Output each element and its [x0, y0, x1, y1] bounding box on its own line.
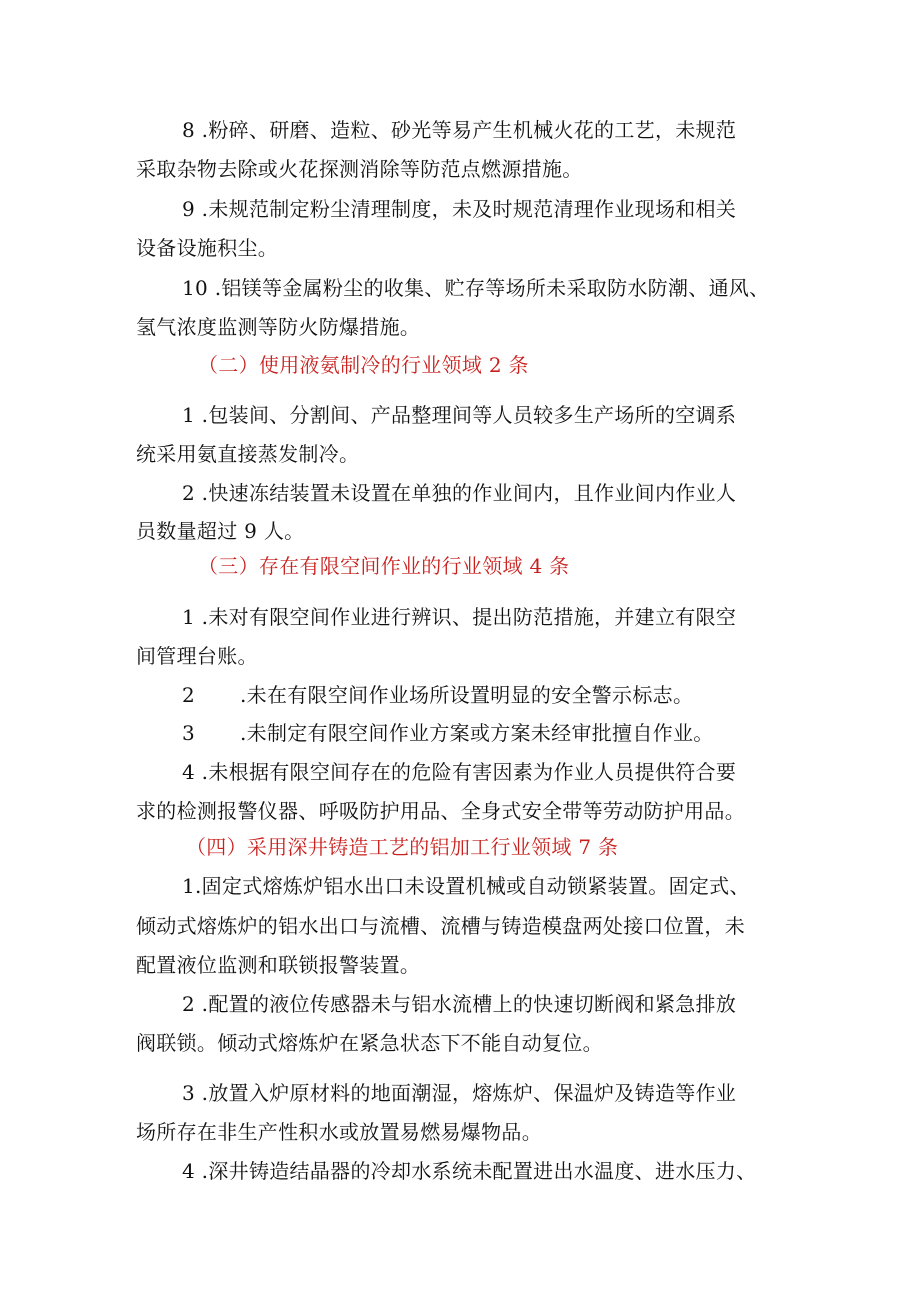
casting-item-2-line-1: 2 .配置的液位传感器未与铝水流槽上的快速切断阀和紧急排放	[182, 992, 737, 1016]
item-9-line-1: 9 .未规范制定粉尘清理制度，未及时规范清理作业现场和相关	[182, 197, 737, 221]
section-heading-ammonia: （二）使用液氨制冷的行业领域 2 条	[198, 353, 529, 377]
ammonia-item-1-line-1: 1 .包装间、分割间、产品整理间等人员较多生产场所的空调系	[182, 403, 737, 427]
confined-item-4-line-1: 4 .未根据有限空间存在的危险有害因素为作业人员提供符合要	[182, 760, 737, 784]
confined-item-1-line-1: 1 .未对有限空间作业进行辨识、提出防范措施，并建立有限空	[182, 605, 737, 629]
item-10-line-1: 10 .铝镁等金属粉尘的收集、贮存等场所未采取防水防潮、通风、	[182, 276, 770, 300]
casting-item-1-line-3: 配置液位监测和联锁报警装置。	[136, 953, 421, 977]
confined-item-3-text: .未制定有限空间作业方案或方案未经审批擅自作业。	[240, 721, 714, 745]
confined-item-2-number: 2	[182, 683, 196, 707]
casting-item-1-line-2: 倾动式熔炼炉的铝水出口与流槽、流槽与铸造模盘两处接口位置，未	[136, 914, 745, 938]
ammonia-item-2-line-1: 2 .快速冻结装置未设置在单独的作业间内，且作业间内作业人	[182, 481, 737, 505]
confined-item-2-text: .未在有限空间作业场所设置明显的安全警示标志。	[240, 683, 694, 707]
casting-item-2-line-2: 阀联锁。倾动式熔炼炉在紧急状态下不能自动复位。	[136, 1031, 603, 1055]
item-10-line-2: 氢气浓度监测等防火防爆措施。	[136, 315, 421, 339]
casting-item-3-line-1: 3 .放置入炉原材料的地面潮湿，熔炼炉、保温炉及铸造等作业	[182, 1081, 737, 1105]
section-heading-confined-space: （三）存在有限空间作业的行业领域 4 条	[198, 554, 570, 578]
ammonia-item-1-line-2: 统采用氨直接蒸发制冷。	[136, 442, 360, 466]
confined-item-1-line-2: 间管理台账。	[136, 644, 258, 668]
item-9-line-2: 设备设施积尘。	[136, 236, 279, 260]
item-8-line-2: 采取杂物去除或火花探测消除等防范点燃源措施。	[136, 157, 583, 181]
item-8-line-1: 8 .粉碎、研磨、造粒、砂光等易产生机械火花的工艺，未规范	[182, 118, 737, 142]
confined-item-3-number: 3	[182, 721, 196, 745]
ammonia-item-2-line-2: 员数量超过 9 人。	[136, 519, 305, 543]
casting-item-1-line-1: 1.固定式熔炼炉铝水出口未设置机械或自动锁紧装置。固定式、	[182, 874, 750, 898]
casting-item-4-line-1: 4 .深井铸造结晶器的冷却水系统未配置进出水温度、进水压力、	[182, 1159, 757, 1183]
casting-item-3-line-2: 场所存在非生产性积水或放置易燃易爆物品。	[136, 1120, 542, 1144]
section-heading-deep-well-casting: （四）采用深井铸造工艺的铝加工行业领域 7 条	[186, 835, 619, 859]
confined-item-4-line-2: 求的检测报警仪器、呼吸防护用品、全身式安全带等劳动防护用品。	[136, 799, 745, 823]
